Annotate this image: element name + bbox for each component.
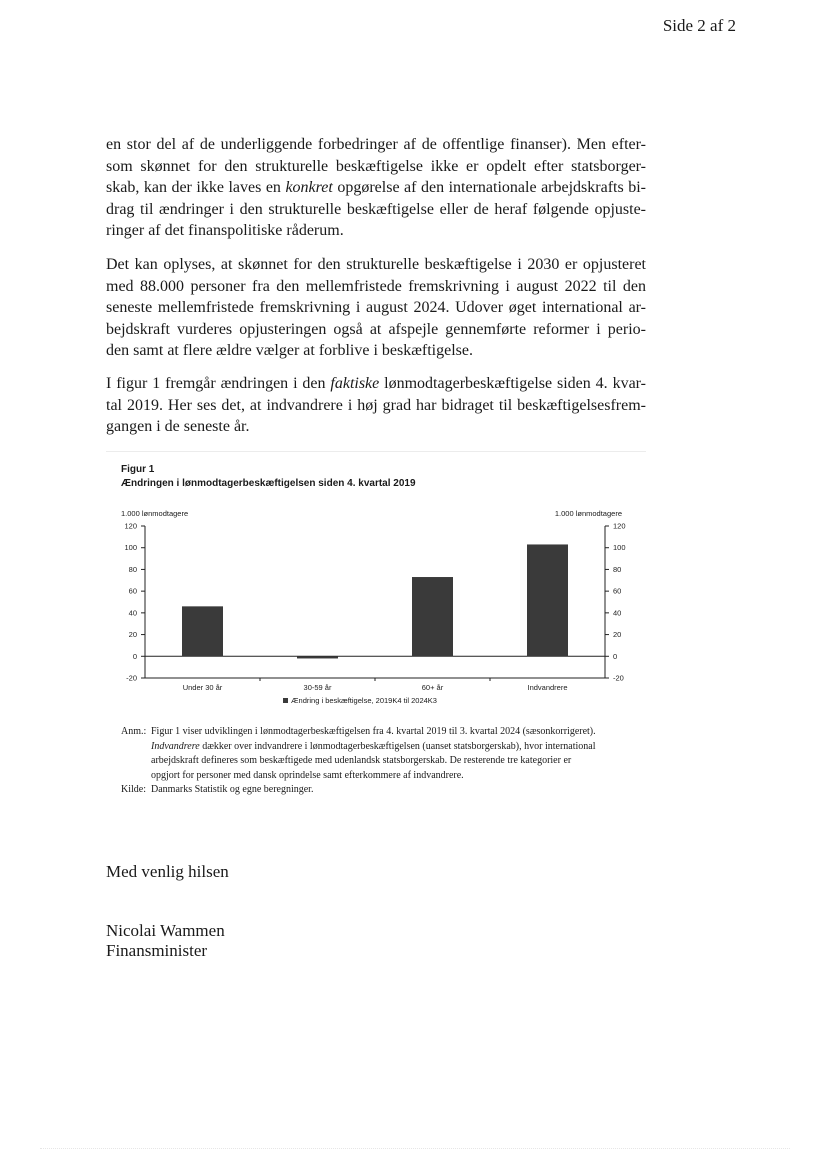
y-tick-label-right: 80 — [613, 564, 622, 574]
text-run: en stor del af de underliggende forbedringer af de offentlige finanser). Men efter- — [106, 136, 646, 153]
y-tick-label-right: 40 — [613, 608, 622, 618]
chart-legend — [200, 696, 520, 705]
text-run: opgjort for personer med dansk oprindelse samt efterkommere af indvandrere. — [151, 769, 464, 781]
y-tick-label-left: 80 — [128, 564, 137, 574]
x-category-label: 60+ år — [421, 683, 444, 692]
y-tick-label-left: 120 — [124, 521, 137, 531]
paragraph-line — [106, 416, 646, 438]
y-tick-label-right: 20 — [613, 630, 622, 640]
y-tick-label-right: 60 — [613, 586, 622, 596]
note-anm — [121, 725, 641, 783]
text-run: drag til ændringer i den strukturelle beskæftigelse eller de heraf følgende opjuste- — [106, 200, 646, 218]
note-source-label: Kilde: — [121, 784, 146, 795]
bar-3 — [412, 577, 453, 656]
text-run: dækker over indvandrere i lønmodtagerbeskæftigelsen (uanset statsborgerskab), hvor international — [199, 740, 596, 752]
text-run: ringer af det finanspolitiske råderum. — [106, 222, 344, 239]
paragraph-line — [106, 177, 646, 199]
y-tick-label-left: 0 — [132, 651, 137, 661]
paragraph-line — [106, 199, 646, 221]
paragraph-line — [106, 319, 646, 341]
bar-4 — [527, 544, 568, 656]
footer-rule — [40, 1148, 790, 1149]
text-run: Figur 1 viser udviklingen i lønmodtagerbeskæftigelsen fra 4. kvartal 2019 til 3. kvartal 2024 (sæsonkorrigeret). — [151, 726, 596, 737]
y-tick-label-left: 100 — [124, 543, 137, 553]
bar-1 — [182, 606, 223, 656]
note-anm-label: Anm.: — [121, 726, 147, 737]
paragraph-line — [106, 373, 646, 395]
y-tick-label-left: 20 — [128, 630, 137, 640]
text-run: gangen i de seneste år. — [106, 418, 250, 435]
text-run: seneste mellemfristede fremskrivning i august 2024. Udover øget international ar- — [106, 299, 646, 316]
bar-chart — [100, 515, 640, 695]
paragraph-line — [106, 395, 646, 417]
text-run: I figur 1 fremgår ændringen i den — [106, 375, 331, 392]
y-tick-label-left: 40 — [128, 608, 137, 618]
text-run: bejdskraft vurderes opjusteringen også at afspejle gennemførte reformer i perio- — [106, 320, 646, 338]
y-tick-label-right: 0 — [613, 651, 618, 661]
figure-divider — [106, 451, 646, 452]
paragraph-line — [106, 340, 646, 362]
paragraph-line — [106, 156, 646, 178]
y-tick-label-right: 100 — [613, 543, 626, 553]
legend-label: Ændring i beskæftigelse, 2019K4 til 2024K3 — [291, 696, 437, 705]
text-run: Det kan oplyses, at skønnet for den strukturelle beskæftigelse i 2030 er opjusteret — [106, 256, 646, 273]
x-category-label: Indvandrere — [527, 683, 568, 692]
text-run: opgørelse af den internationale arbejdskrafts bi- — [332, 179, 646, 196]
figure-title: Ændringen i lønmodtagerbeskæftigelsen siden 4. kvartal 2019 — [121, 478, 416, 489]
text-run: den samt at flere ældre vælger at forblive i beskæftigelse. — [106, 342, 473, 359]
emphasized-text: faktiske — [330, 375, 380, 392]
note-source — [121, 783, 641, 798]
paragraph-line — [106, 254, 646, 276]
paragraph-line — [106, 297, 646, 319]
figure-notes — [121, 725, 641, 798]
x-category-label: 30-59 år — [303, 683, 332, 692]
note-anm-text — [151, 725, 596, 783]
x-category-label: Under 30 år — [182, 683, 223, 692]
y-tick-label-left: -20 — [126, 673, 137, 683]
paragraph-line — [106, 134, 646, 156]
y-axis-title-left: 1.000 lønmodtagere — [121, 509, 189, 518]
signer-name: Nicolai Wammen — [106, 921, 225, 940]
y-tick-label-left: 60 — [128, 586, 137, 596]
note-line — [151, 725, 596, 740]
y-tick-label-right: -20 — [613, 673, 624, 683]
note-line — [151, 769, 596, 784]
text-run: lønmodtagerbeskæftigelse siden 4. kvar- — [379, 375, 646, 392]
note-line — [151, 740, 596, 755]
y-tick-label-right: 120 — [613, 521, 626, 531]
text-run: arbejdskraft defineres som beskæftigede med udenlandsk statsborgerskab. De resterende tre kategorier er — [151, 755, 572, 766]
text-run: skab, kan der ikke laves en — [106, 179, 286, 196]
figure-label: Figur 1 — [121, 464, 155, 475]
page-number: Side 2 af 2 — [662, 16, 736, 35]
body-paragraph-3 — [106, 373, 646, 438]
text-run: som skønnet for den strukturelle beskæftigelse ikke er opdelt efter statsborger- — [106, 157, 646, 175]
text-run: tal 2019. Her ses det, at indvandrere i høj grad har bidraget til beskæftigelsesfrem- — [106, 396, 646, 414]
emphasized-text: konkret — [285, 179, 333, 196]
bar-2 — [297, 656, 338, 658]
legend-swatch — [283, 698, 288, 703]
closing-greeting: Med venlig hilsen — [106, 862, 229, 881]
emphasized-text: Indvandrere — [151, 740, 200, 752]
paragraph-line — [106, 220, 646, 242]
note-source-text: Danmarks Statistik og egne beregninger. — [151, 784, 314, 795]
body-paragraph-1 — [106, 134, 646, 242]
body-paragraph-2 — [106, 254, 646, 362]
paragraph-line — [106, 276, 646, 298]
signer-title: Finansminister — [106, 941, 208, 960]
note-line — [151, 754, 596, 769]
text-run: med 88.000 personer fra den mellemfristede fremskrivning i august 2022 til den — [106, 277, 646, 295]
y-axis-title-right: 1.000 lønmodtagere — [554, 509, 622, 518]
